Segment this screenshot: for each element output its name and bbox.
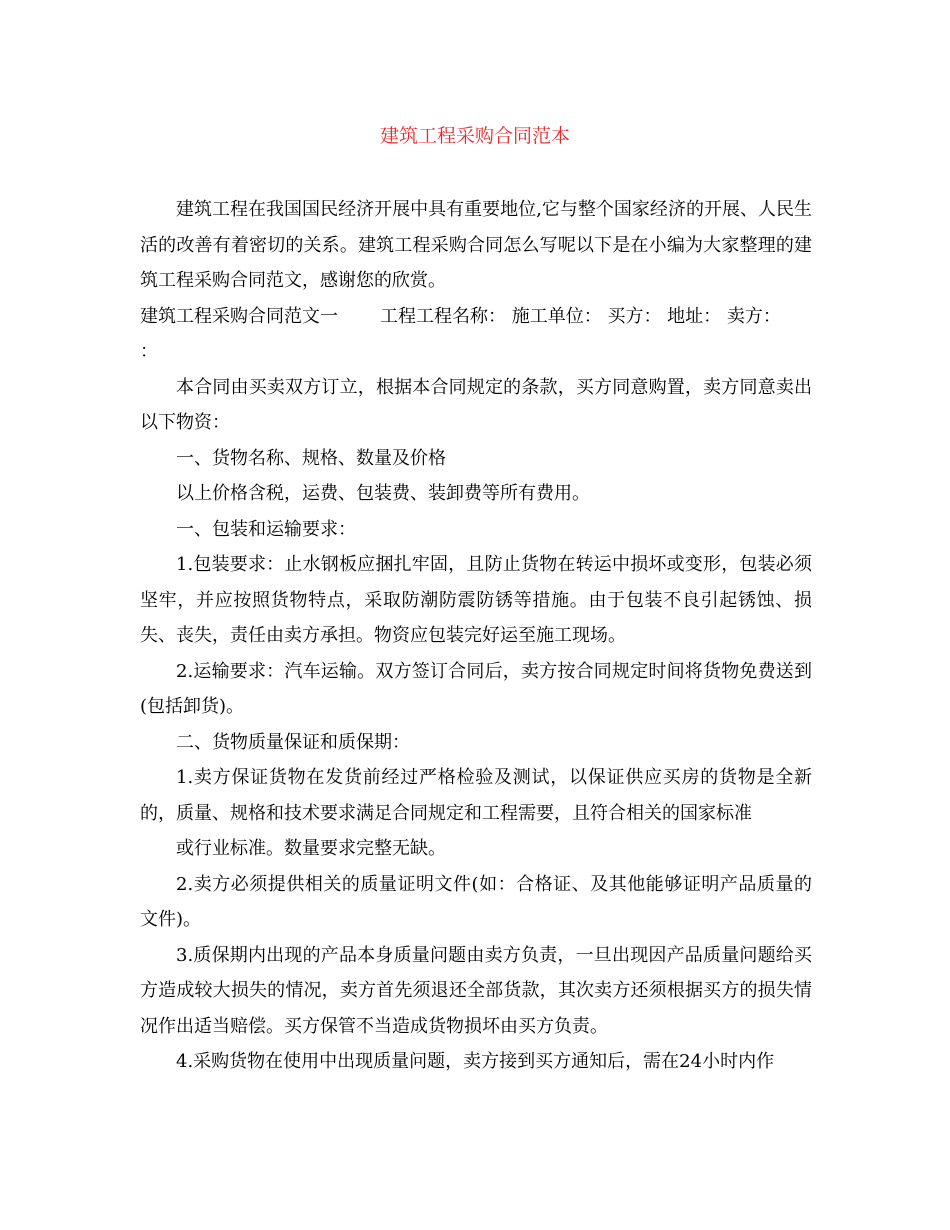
section-3-item-4: 4.采购货物在使用中出现质量问题，卖方接到买方通知后，需在24小时内作 bbox=[176, 1051, 775, 1072]
intro-paragraph: 建筑工程在我国国民经济开展中具有重要地位,它与整个国家经济的开展、人民生活的改善有着密切的关系。建筑工程采购合同怎么写呢以下是在小编为大家整理的建筑工程采购合同范文，感谢您的欣赏。 bbox=[140, 199, 812, 291]
document-body bbox=[140, 192, 812, 1080]
section-3-title: 二、货物质量保证和质保期： bbox=[176, 731, 410, 753]
header-fields: 工程工程名称： 施工单位： 买方： 地址： 卖方： bbox=[380, 305, 781, 327]
section-1-title: 一、货物名称、规格、数量及价格 bbox=[176, 447, 446, 469]
section-2-title: 一、包装和运输要求： bbox=[176, 518, 356, 540]
sample-heading: 建筑工程采购合同范文一 bbox=[140, 305, 338, 327]
section-3-item-1: 1.卖方保证货物在发货前经过严格检验及测试，以保证供应买房的货物是全新的，质量、规格和技术要求满足合同规定和工程需要，且符合相关的国家标准 bbox=[140, 767, 812, 824]
spacer bbox=[338, 299, 380, 335]
section-3-item-3: 3.质保期内出现的产品本身质量问题由卖方负责，一旦出现因产品质量问题给买方造成较大损失的情况，卖方首先须退还全部货款，其次卖方还须根据买方的损失情况作出适当赔偿。买方保管不当造成货物损坏由买方负责。 bbox=[140, 944, 812, 1037]
section-1-note: 以上价格含税，运费、包装费、装卸费等所有费用。 bbox=[176, 483, 590, 504]
sample-header-row bbox=[140, 299, 812, 335]
section-3-item-2: 2.卖方必须提供相关的质量证明文件(如：合格证、及其他能够证明产品质量的文件)。 bbox=[140, 873, 812, 930]
section-2-item-1: 1.包装要求：止水钢板应捆扎牢固，且防止货物在转运中损坏或变形，包装必须坚牢，并应按照货物特点，采取防潮防震防锈等措施。由于包装不良引起锈蚀、损失、丧失，责任由卖方承担。物资应包装完好运至施工现场。 bbox=[140, 554, 812, 646]
agreement-paragraph: 本合同由买卖双方订立，根据本合同规定的条款，买方同意购置，卖方同意卖出以下物资： bbox=[140, 376, 812, 433]
section-2-item-2: 2.运输要求：汽车运输。双方签订合同后，卖方按合同规定时间将货物免费送到(包括卸货)。 bbox=[140, 660, 812, 717]
colon-line: ： bbox=[140, 341, 158, 362]
section-3-item-1-continued: 或行业标准。数量要求完整无缺。 bbox=[176, 838, 446, 859]
document-title: 建筑工程采购合同范本 bbox=[379, 125, 570, 147]
